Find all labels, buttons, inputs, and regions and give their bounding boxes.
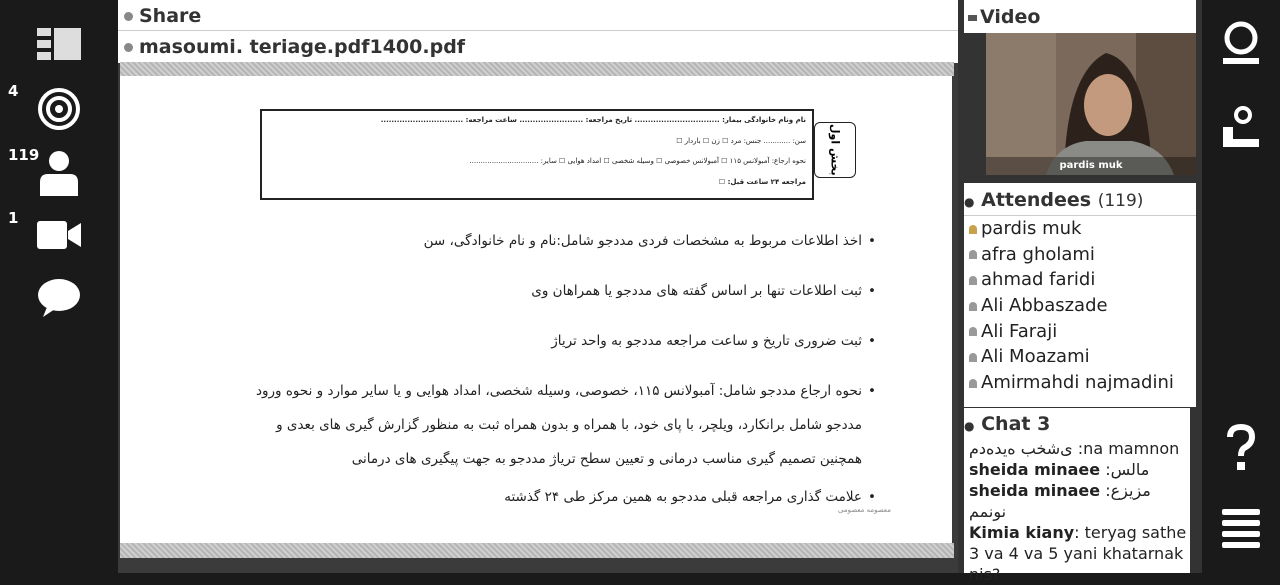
- chat-title: Chat 3: [981, 413, 1051, 435]
- attendee-name: afra gholami: [981, 243, 1095, 265]
- document-title-bar: [118, 30, 958, 63]
- attendees-pod-header: [964, 183, 1196, 216]
- webcam-image: [986, 33, 1196, 175]
- menu-icon[interactable]: [1202, 504, 1280, 554]
- attendee-name: Ali Moazami: [981, 346, 1090, 368]
- bullet-item: • اخذ اطلاعات مربوط به مشخصات فردی مددجو شامل:نام و نام خانوادگی، سن: [230, 224, 876, 258]
- chat-message: [964, 459, 1190, 480]
- user-icon: [969, 379, 977, 388]
- attendee-name: ahmad faridi: [981, 269, 1096, 291]
- video-pod-icon: [968, 15, 977, 21]
- attendees-icon: ●: [964, 195, 975, 209]
- document-top-border: [120, 62, 954, 76]
- video-participant-name: pardis muk: [1059, 160, 1123, 171]
- bullet-item: • علامت گذاری مراجعه قبلی مددجو به همین مرکز طی ۲۴ گذشته: [230, 480, 876, 514]
- document-title: masoumi. teriage.pdf1400.pdf: [139, 36, 466, 58]
- share-dot-icon: [124, 12, 133, 21]
- attendees-list[interactable]: [964, 216, 1196, 407]
- video-feed[interactable]: [986, 33, 1196, 175]
- chat-sender: sheida minaee: [969, 481, 1101, 500]
- attendee-item[interactable]: [964, 267, 1196, 293]
- attendee-name: Amirmahdi najmadini: [981, 372, 1174, 394]
- attendees-badge: 119: [8, 146, 40, 164]
- form-line-referral: نحوه ارجاع: آمبولانس ۱۱۵ ☐ آمبولانس خصوصی ☐ وسیله شخصی ☐ امداد هوایی ☐ سایر: ...............................: [469, 157, 806, 165]
- participants-badge: 4: [8, 82, 19, 100]
- attendee-name: Ali Abbaszade: [981, 295, 1108, 317]
- user-icon: [969, 276, 977, 285]
- user-icon: [969, 302, 977, 311]
- chat-icon: ●: [964, 419, 975, 433]
- user-icon: [969, 250, 977, 259]
- video-badge: 1: [8, 209, 19, 227]
- chat-pod-header: [964, 408, 1190, 439]
- broadcast-icon[interactable]: [0, 84, 118, 134]
- attendee-item[interactable]: [964, 242, 1196, 268]
- attendee-item[interactable]: [964, 370, 1196, 396]
- attendee-name: pardis muk: [981, 218, 1082, 239]
- chat-messages[interactable]: [964, 438, 1190, 584]
- form-line-name: نام ونام خانوادگی بیمار: ................................ تاریخ مراجعه: ........................ ساعت مراجعه: ...............................: [380, 116, 806, 124]
- chat-sender: sheida minaee: [969, 460, 1101, 479]
- form-line-age: سن: ............ جنس: مرد ☐ زن ☐ باردار ☐: [676, 137, 806, 145]
- video-title: Video: [980, 6, 1041, 28]
- chat-bubble-icon[interactable]: [0, 274, 118, 320]
- attendee-item[interactable]: [964, 293, 1196, 319]
- attendee-name: Ali Faraji: [981, 320, 1058, 342]
- chat-text: :مزیزع نونمم: [969, 481, 1151, 521]
- page-footer-note: معصومه معصومی: [838, 506, 891, 514]
- video-pod-header: [964, 0, 1196, 33]
- chat-sender: Kimia kiany: [969, 523, 1075, 542]
- chat-message: [964, 438, 1190, 459]
- bullet-list: [230, 224, 876, 530]
- attendees-title: Attendees: [981, 189, 1092, 211]
- help-icon[interactable]: [1202, 420, 1280, 476]
- right-toolbar: [1202, 0, 1280, 573]
- chat-message: [964, 522, 1190, 585]
- form-line-prev-visit: مراجعه ۲۴ ساعت قبل: ☐: [718, 178, 806, 186]
- left-toolbar: [0, 0, 118, 573]
- form-section-label: بخش اول: [814, 122, 856, 178]
- chat-text: : teryag sathe 3 va 4 va 5 yani khatarnak nis?: [969, 523, 1187, 584]
- bullet-item: • ثبت ضروری تاریخ و ساعت مراجعه مددجو به واحد تریاژ: [230, 324, 876, 358]
- chat-message: [964, 480, 1190, 522]
- share-panel-header: [118, 0, 958, 30]
- document-dot-icon: [124, 43, 133, 52]
- triage-form: [260, 109, 814, 200]
- bullet-item: • نحوه ارجاع مددجو شامل: آمبولانس ۱۱۵، خصوصی، وسیله شخصی، امداد هوایی و یا سایر موارد و نحوه ورود مددجو شامل برانکارد، ویلچر، با پای خود، با همراه و بدون همراه ثبت به منظور گزارش گیری های بعدی و همچنین تصمیم گیری مناسب درمانی و تعیین سطح تریاژ مددجو به جهت پیگیری های درمانی: [230, 374, 876, 476]
- bullet-item: • ثبت اطلاعات تنها بر اساس گفته های مددجو یا همراهان وی: [230, 274, 876, 308]
- chat-text: ی‌شخب ه‌یده‌دم :na mamnon: [969, 439, 1180, 458]
- attendees-count: (119): [1097, 191, 1144, 211]
- raise-hand-icon[interactable]: [1202, 102, 1280, 152]
- user-icon: [969, 353, 977, 362]
- attendee-item[interactable]: [964, 344, 1196, 370]
- host-user-icon: [969, 225, 977, 234]
- attendee-item[interactable]: [964, 216, 1196, 242]
- account-icon[interactable]: [1202, 18, 1280, 68]
- right-pods: [958, 0, 1202, 584]
- share-title: Share: [139, 5, 202, 27]
- document-bottom-border: [120, 543, 954, 558]
- user-icon: [969, 327, 977, 336]
- chat-text: :مالس: [1105, 460, 1150, 479]
- attendee-item[interactable]: [964, 319, 1196, 345]
- camera-icon[interactable]: [0, 212, 118, 258]
- share-panel: [118, 0, 958, 573]
- layout-icon[interactable]: [0, 18, 118, 70]
- document-page[interactable]: [120, 76, 952, 543]
- user-icon[interactable]: [0, 148, 118, 198]
